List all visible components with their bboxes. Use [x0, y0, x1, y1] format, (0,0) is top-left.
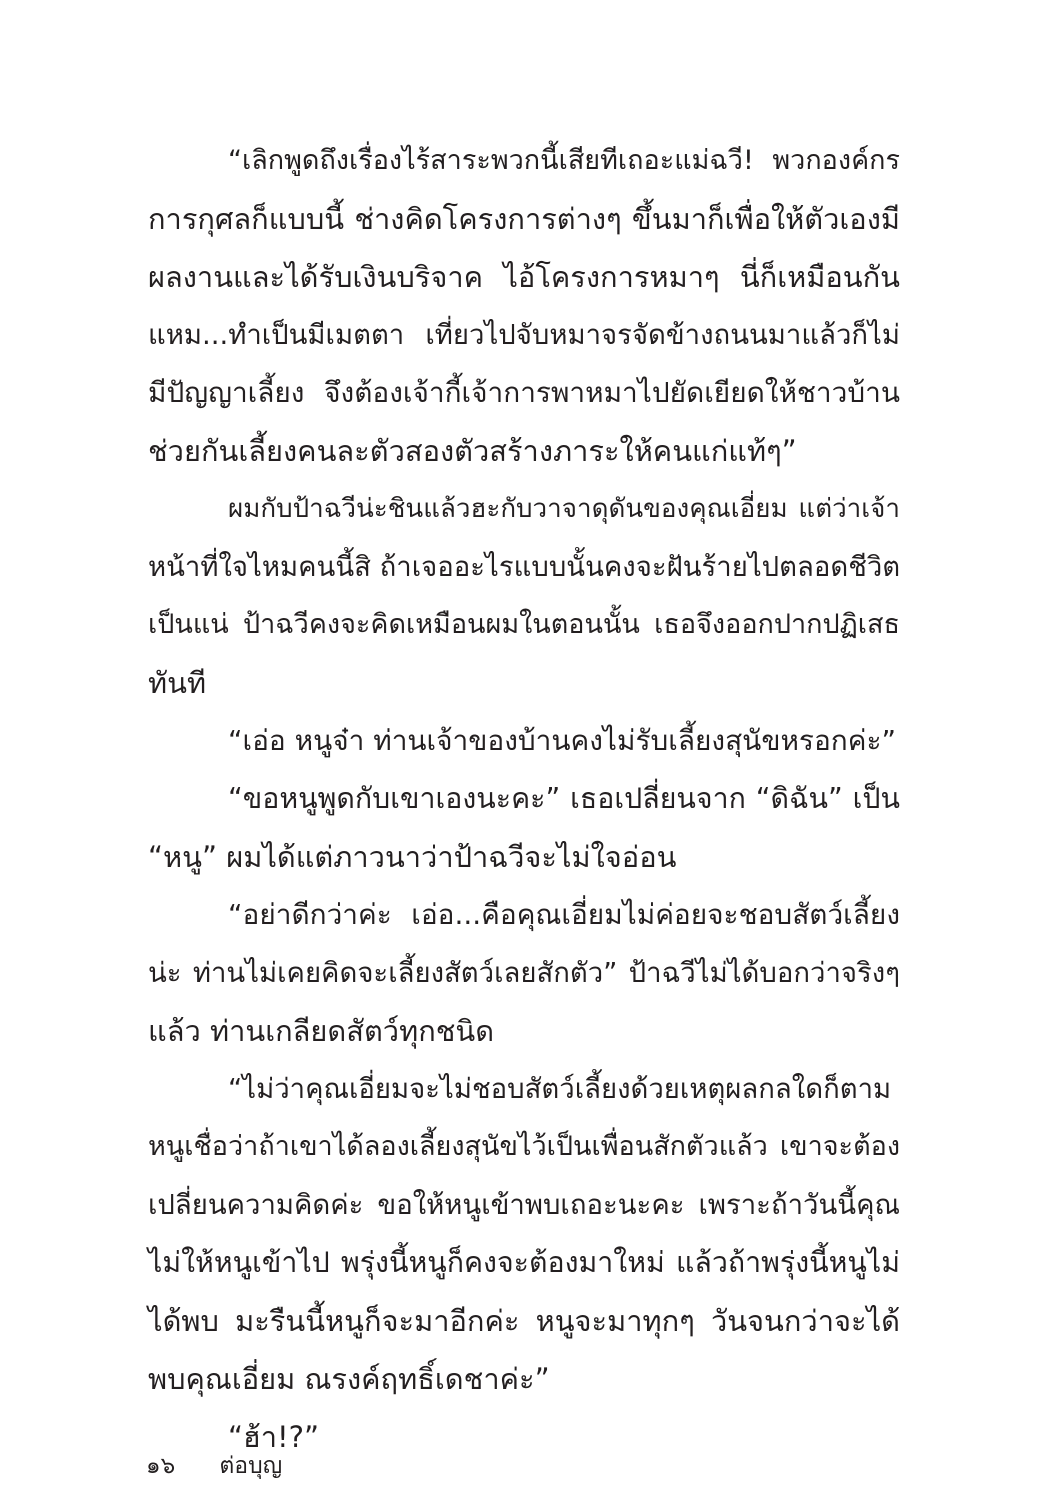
text-line: “อย่าดีกว่าค่ะ เอ่อ...คือคุณเอี่ยมไม่ค่อยจะชอบสัตว์เลี้ยง	[228, 898, 900, 931]
text-line: การกุศลก็แบบนี้ ช่างคิดโครงการต่างๆ ขึ้นมาก็เพื่อให้ตัวเองมี	[148, 202, 900, 236]
text-line: “ขอหนูพูดกับเขาเองนะคะ” เธอเปลี่ยนจาก “ดิฉัน” เป็น	[228, 782, 900, 815]
text-line: เปลี่ยนความคิดค่ะ ขอให้หนูเข้าพบเถอะนะคะ เพราะถ้าวันนี้คุณ	[148, 1189, 900, 1221]
text-line: “เลิกพูดถึงเรื่องไร้สาระพวกนี้เสียทีเถอะแม่ฉวี! พวกองค์กร	[228, 145, 900, 176]
page-number: ๑๖	[146, 1453, 176, 1479]
text-line: น่ะ ท่านไม่เคยคิดจะเลี้ยงสัตว์เลยสักตัว” ป้าฉวีไม่ได้บอกว่าจริงๆ	[148, 957, 900, 989]
text-line: แล้ว ท่านเกลียดสัตว์ทุกชนิด	[148, 1014, 495, 1048]
text-line: ผลงานและได้รับเงินบริจาค ไอ้โครงการหมาๆ นี่ก็เหมือนกัน	[148, 260, 900, 294]
text-line: มีปัญญาเลี้ยง จึงต้องเจ้ากี้เจ้าการพาหมาไปยัดเยียดให้ชาวบ้าน	[148, 376, 900, 409]
text-line: หน้าที่ใจไหมคนนี้สิ ถ้าเจออะไรแบบนั้นคงจะฝันร้ายไปตลอดชีวิต	[148, 551, 901, 583]
text-line: ผมกับป้าฉวีน่ะชินแล้วฮะกับวาจาดุดันของคุณเอี่ยม แต่ว่าเจ้า	[228, 494, 900, 524]
text-line: หนูเชื่อว่าถ้าเขาได้ลองเลี้ยงสุนัขไว้เป็นเพื่อนสักตัวแล้ว เขาจะต้อง	[148, 1131, 900, 1162]
text-line: เป็นแน่ ป้าฉวีคงจะคิดเหมือนผมในตอนนั้น เธอจึงออกปากปฏิเสธ	[148, 609, 900, 640]
book-title: ต่อบุญ	[219, 1453, 283, 1479]
text-line: พบคุณเอี่ยม ณรงค์ฤทธิ์เดชาค่ะ”	[148, 1362, 550, 1396]
text-line: “เอ่อ หนูจ๋า ท่านเจ้าของบ้านคงไม่รับเลี้ยงสุนัขหรอกค่ะ”	[228, 724, 896, 757]
page-footer	[146, 1448, 282, 1484]
text-line: แหม...ทำเป็นมีเมตตา เที่ยวไปจับหมาจรจัดข้างถนนมาแล้วก็ไม่	[148, 319, 900, 351]
text-line: ทันที	[148, 666, 207, 700]
text-line: ไม่ให้หนูเข้าไป พรุ่งนี้หนูก็คงจะต้องมาใหม่ แล้วถ้าพรุ่งนี้หนูไม่	[148, 1246, 900, 1279]
text-line: “ไม่ว่าคุณเอี่ยมจะไม่ชอบสัตว์เลี้ยงด้วยเหตุผลกลใดก็ตาม	[228, 1073, 892, 1105]
text-line: ได้พบ มะรืนนี้หนูก็จะมาอีกค่ะ หนูจะมาทุกๆ วันจนกว่าจะได้	[148, 1304, 900, 1338]
text-line: ช่วยกันเลี้ยงคนละตัวสองตัวสร้างภาระให้คนแก่แท้ๆ”	[148, 434, 797, 468]
text-line: “หนู” ผมได้แต่ภาวนาว่าป้าฉวีจะไม่ใจอ่อน	[148, 840, 677, 874]
text-line: “ฮ้า!?”	[228, 1420, 320, 1454]
